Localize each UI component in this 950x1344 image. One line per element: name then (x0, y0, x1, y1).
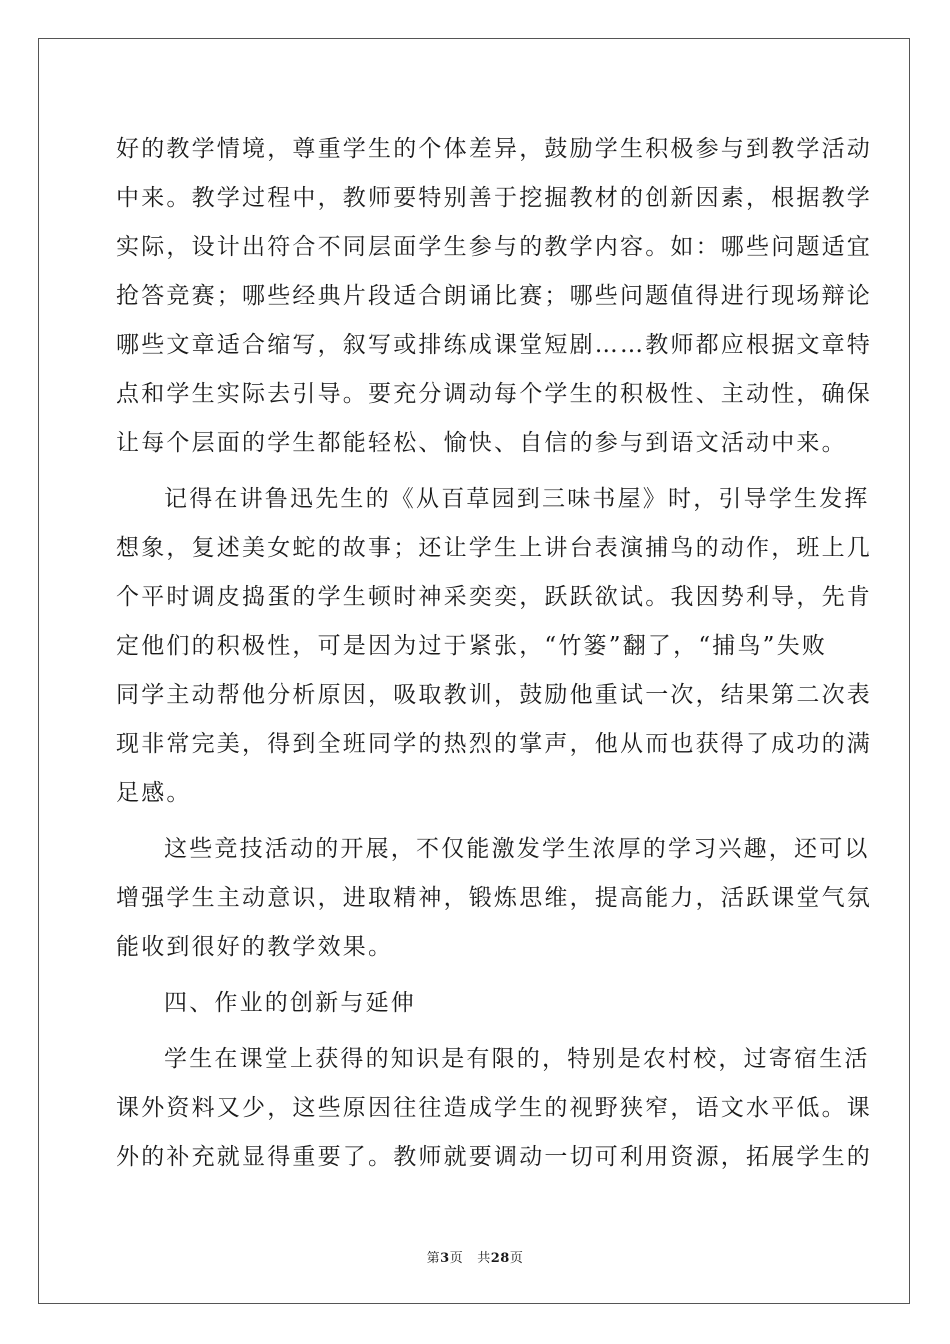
text-line: 个平时调皮捣蛋的学生顿时神采奕奕，跃跃欲试。我因势利导，先肯 (116, 584, 872, 610)
text-line: 学生在课堂上获得的知识是有限的，特别是农村校，过寄宿生活 (164, 1046, 870, 1072)
text-line: 想象，复述美女蛇的故事；还让学生上讲台表演捕鸟的动作，班上几 (116, 535, 872, 561)
text-line: 实际，设计出符合不同层面学生参与的教学内容。如：哪些问题适宜 (116, 234, 872, 260)
text-line: 外的补充就显得重要了。教师就要调动一切可利用资源，拓展学生的 (116, 1144, 872, 1170)
text-line: 让每个层面的学生都能轻松、愉快、自信的参与到语文活动中来。 (116, 430, 847, 456)
text-line: 课外资料又少，这些原因往往造成学生的视野狭窄，语文水平低。课 (116, 1095, 872, 1121)
document-body (116, 125, 872, 1182)
text-line: 抢答竞赛；哪些经典片段适合朗诵比赛；哪些问题值得进行现场辩论 (116, 283, 872, 309)
paragraph (116, 125, 872, 468)
total-pages: 28 (490, 1251, 510, 1266)
text-line: 增强学生主动意识，进取精神，锻炼思维，提高能力，活跃课堂气氛 (116, 885, 872, 911)
paragraph (116, 475, 872, 818)
paragraph (116, 825, 872, 972)
text-line: 点和学生实际去引导。要充分调动每个学生的积极性、主动性，确保 (116, 381, 872, 407)
text-line: 哪些文章适合缩写，叙写或排练成课堂短剧……教师都应根据文章特 (116, 332, 872, 358)
page-number: 3 (440, 1251, 450, 1266)
total-suffix: 页 (509, 1251, 524, 1266)
text-line: 能收到很好的教学效果。 (116, 934, 394, 960)
text-line: 现非常完美，得到全班同学的热烈的掌声，他从而也获得了成功的满 (116, 731, 872, 757)
text-line: 同学主动帮他分析原因，吸取教训，鼓励他重试一次，结果第二次表 (116, 682, 872, 708)
text-line: 这些竞技活动的开展，不仅能激发学生浓厚的学习兴趣，还可以 (164, 836, 870, 862)
page-footer (0, 1247, 950, 1266)
text-line: 记得在讲鲁迅先生的《从百草园到三味书屋》时，引导学生发挥 (164, 486, 870, 512)
text-line: 定他们的积极性，可是因为过于紧张，“竹篓”翻了，“捕鸟”失败 (116, 633, 828, 659)
text-line: 四、作业的创新与延伸 (164, 990, 416, 1016)
paragraph (116, 1035, 872, 1182)
section-heading (116, 979, 836, 1028)
text-line: 好的教学情境，尊重学生的个体差异，鼓励学生积极参与到教学活动 (116, 136, 872, 162)
page-prefix: 第 (426, 1251, 441, 1266)
text-line: 中来。教学过程中，教师要特别善于挖掘教材的创新因素，根据教学 (116, 185, 872, 211)
total-prefix: 共 (477, 1251, 491, 1266)
page-suffix: 页 (449, 1251, 464, 1266)
text-line: 足感。 (116, 780, 192, 806)
